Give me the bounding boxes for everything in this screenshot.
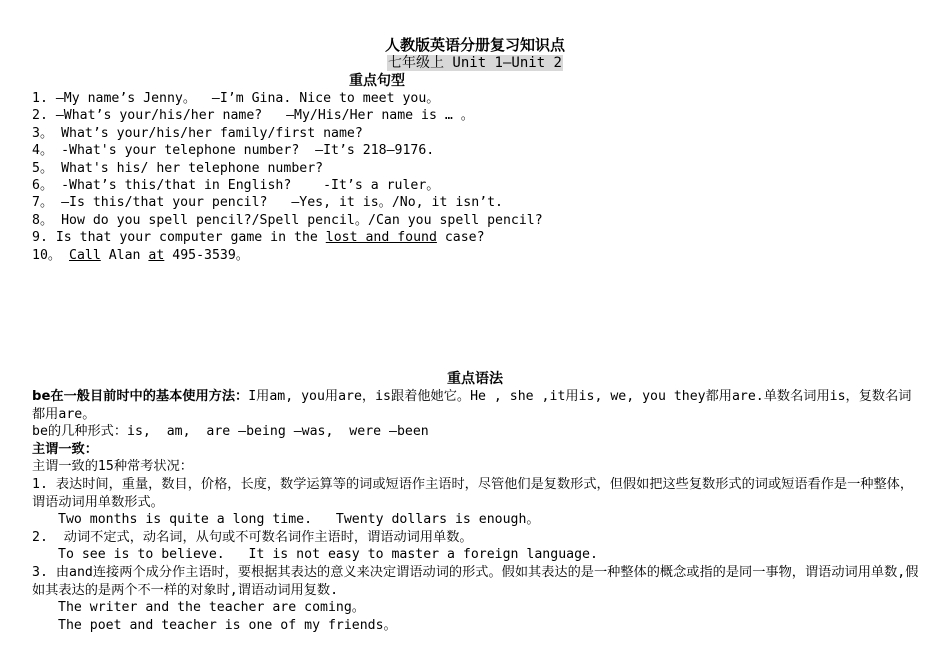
sentence-item: 3。 What’s your/his/her family/first name? (32, 125, 363, 141)
sentence-10-mid: Alan (100, 247, 149, 263)
sentences-heading (0, 73, 852, 90)
sentences-heading-text: 重点句型 (349, 73, 405, 89)
sentence-item: 2. —What’s your/his/her name? —My/His/Her name is … 。 (32, 108, 474, 124)
sentence-item: 7。 —Is this/that your pencil? —Yes, it is。/No, it isn’t. (32, 195, 503, 211)
sentence-item: 1. —My name’s Jenny。 —I’m Gina. Nice to meet you。 (32, 91, 440, 106)
sentence-item-10 (32, 247, 932, 264)
be-usage-label: be在一般目前时中的基本使用方法： (32, 389, 249, 404)
agreement-intro: 主谓一致的15种常考状况： (32, 459, 193, 475)
sentence-item: 8。 How do you spell pencil?/Spell pencil。/Can you spell pencil? (32, 212, 543, 228)
grammar-heading (0, 371, 950, 388)
rule-2-text: 2. 动词不定式，动名词，从句或不可数名词作主语时，谓语动词用单数。 (32, 529, 473, 545)
sentence-item: 4。 -What's your telephone number? —It’s 218—9176. (32, 143, 435, 159)
be-usage-paragraph (32, 388, 922, 423)
grammar-section (32, 388, 922, 634)
document-title (0, 36, 950, 54)
be-usage-text: I用am, you用are，is跟着他她它。He , she ,it用is, we, you they都用are.单数名词用is，复数名词都用are。 (32, 389, 912, 422)
sentence-10-at: at (148, 247, 165, 263)
sentence-9-underlined: lost and found (325, 230, 437, 246)
grammar-heading-text: 重点语法 (447, 371, 503, 387)
rule-1-text: 1. 表达时间，重量，数目，价格，长度，数学运算等的词或短语作主语时，尽管他们是复数形式，但假如把这些复数形式的词或短语看作是一种整体，谓语动词用单数形式。 (32, 476, 914, 510)
sentence-item-9 (32, 229, 932, 246)
rule-3-text: 3. 由and连接两个成分作主语时，要根据其表达的意义来决定谓语动词的形式。假如其表达的是一种整体的概念或指的是同一事物，谓语动词用单数,假如其表达的是两个不一样的对象时,谓语动词用复数. (32, 564, 919, 598)
rule-3-example-2: The poet and teacher is one of my friends。 (58, 617, 397, 633)
document-title-text: 人教版英语分册复习知识点 (384, 36, 565, 54)
sentence-10-num: 10。 (32, 247, 70, 263)
rule-1-example: Two months is quite a long time. Twenty dollars is enough。 (58, 512, 540, 528)
sentence-10-after: 495-3539。 (164, 247, 249, 263)
rule-3-example-1: The writer and the teacher are coming。 (58, 600, 365, 616)
sentence-9-before: 9. Is that your computer game in the (32, 230, 326, 246)
sentence-9-after: case? (436, 230, 485, 246)
agreement-label: 主谓一致： (32, 441, 98, 457)
document-subtitle (0, 55, 950, 72)
sentence-10-call: Call (69, 247, 101, 263)
be-forms-line: be的几种形式：is, am, are —being —was, were —been (32, 424, 429, 440)
rule-2-example: To see is to believe. It is not easy to master a foreign language. (58, 547, 598, 563)
document-subtitle-text: 七年级上 Unit 1—Unit 2 (387, 55, 562, 71)
sentence-item: 6。 -What’s this/that in English? -It’s a ruler。 (32, 177, 440, 193)
sentence-list (32, 90, 932, 264)
sentence-item: 5。 What's his/ her telephone number? (32, 160, 324, 176)
